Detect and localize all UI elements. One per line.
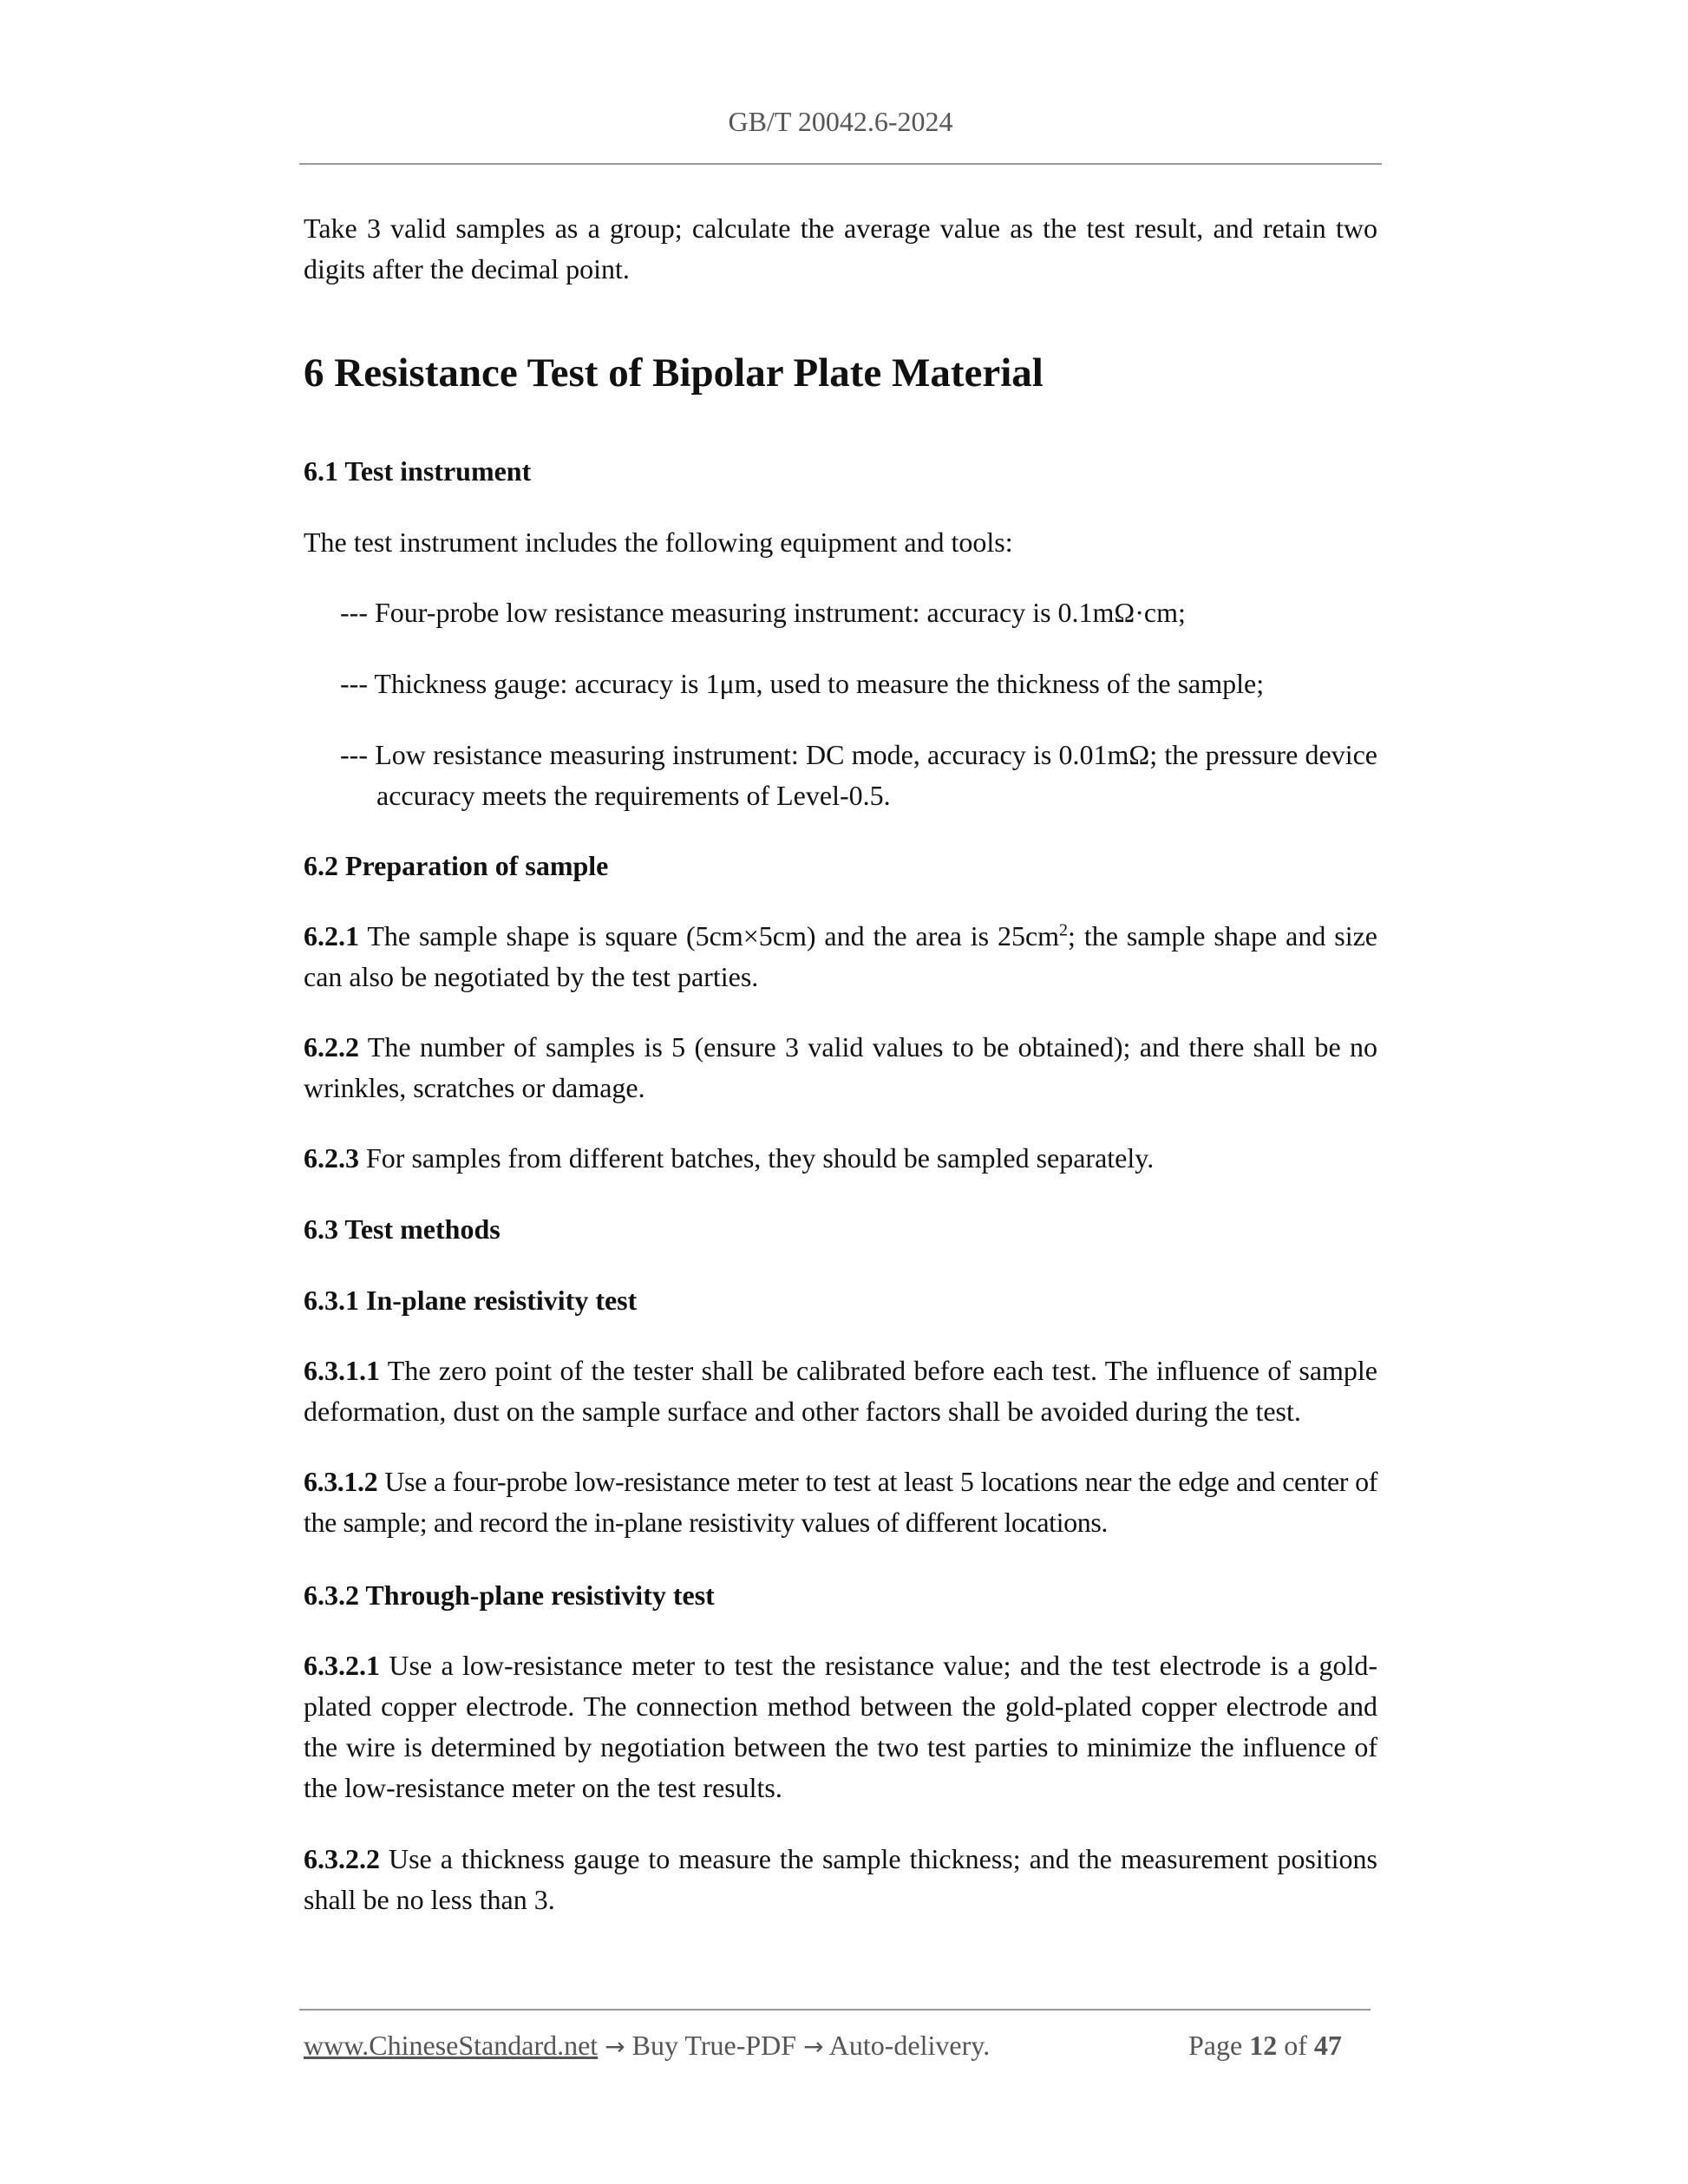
clause-6-3-2-2 bbox=[304, 1839, 1377, 1920]
page-label: Page bbox=[1188, 2030, 1243, 2061]
instrument-item-thickness-gauge: --- Thickness gauge: accuracy is 1μm, used to measure the thickness of the sample; bbox=[340, 668, 1265, 699]
instrument-item-four-probe: --- Four-probe low resistance measuring instrument: accuracy is 0.1mΩ·cm; bbox=[340, 597, 1186, 628]
clause-text: ; the sample shape and size can also be negotiated by the test parties. bbox=[304, 920, 1378, 992]
arrow-right-icon: → bbox=[605, 2032, 625, 2061]
intro-paragraph bbox=[304, 208, 1377, 290]
intro-text: Take 3 valid samples as a group; calculate the average value as the test result, and retain two digits after the decimal point. bbox=[304, 213, 1377, 284]
page-header: GB/T 20042.6-2024 bbox=[728, 106, 953, 137]
section-6-3-1-title: 6.3.1 In-plane resistivity test bbox=[304, 1285, 638, 1316]
section-6-3-title: 6.3 Test methods bbox=[304, 1213, 501, 1245]
clause-number: 6.3.1.1 bbox=[304, 1355, 380, 1386]
clause-6-3-2-1 bbox=[304, 1645, 1377, 1808]
header-divider bbox=[299, 163, 1382, 165]
section-6-3-2-heading-block bbox=[304, 1575, 1377, 1616]
clause-number: 6.2.1 bbox=[304, 920, 359, 951]
page-number bbox=[1188, 2030, 1342, 2062]
clause-6-3-1-2 bbox=[304, 1461, 1377, 1543]
page-total: 47 bbox=[1313, 2030, 1342, 2061]
clause-text: Use a thickness gauge to measure the sample thickness; and the measurement positions shall be no less than 3. bbox=[304, 1843, 1377, 1915]
buy-text: Buy True-PDF bbox=[625, 2030, 804, 2061]
footer-promo bbox=[304, 2030, 990, 2062]
clause-text: The number of samples is 5 (ensure 3 valid values to be obtained); and there shall be no wrinkles, scratches or damage. bbox=[304, 1031, 1377, 1103]
clause-number: 6.3.2.2 bbox=[304, 1843, 380, 1874]
section-6-2-title: 6.2 Preparation of sample bbox=[304, 850, 609, 881]
section-6-1-intro-block bbox=[304, 522, 1377, 563]
page-of-label: of bbox=[1284, 2030, 1307, 2061]
section-6-heading-block bbox=[304, 347, 1377, 399]
section-6-1-intro: The test instrument includes the following equipment and tools: bbox=[304, 526, 1013, 558]
section-6-2-heading-block bbox=[304, 846, 1377, 886]
clause-text: Use a low-resistance meter to test the resistance value; and the test electrode is a gold-plated copper electrode. The connection method between the gold-plated copper electrode and the wire is determined by negotiation between the two test parties to minimize the influence of the low-resistance meter on the test results. bbox=[304, 1650, 1377, 1803]
clause-6-3-1-1 bbox=[304, 1350, 1377, 1432]
clause-6-2-1 bbox=[304, 916, 1377, 997]
clause-6-2-2 bbox=[304, 1027, 1377, 1108]
section-6-title: 6 Resistance Test of Bipolar Plate Material bbox=[304, 350, 1044, 396]
footer-divider bbox=[299, 2009, 1371, 2011]
clause-number: 6.3.1.2 bbox=[304, 1466, 378, 1497]
chinesestandard-link[interactable]: www.ChineseStandard.net bbox=[304, 2030, 599, 2061]
section-6-1-heading-block bbox=[304, 451, 1377, 492]
clause-text: Use a four-probe low-resistance meter to test at least 5 locations near the edge and center of the sample; and record the in-plane resistivity values of different locations. bbox=[304, 1466, 1377, 1538]
section-6-3-heading-block bbox=[304, 1209, 1377, 1250]
clause-number: 6.2.3 bbox=[304, 1142, 359, 1174]
delivery-text: Auto-delivery. bbox=[823, 2030, 991, 2061]
page-current: 12 bbox=[1249, 2030, 1278, 2061]
clause-number: 6.3.2.1 bbox=[304, 1650, 380, 1681]
clause-number: 6.2.2 bbox=[304, 1031, 359, 1063]
superscript: 2 bbox=[1059, 920, 1069, 940]
instrument-item-low-resistance: --- Low resistance measuring instrument: DC mode, accuracy is 0.01mΩ; the pressure device accuracy meets the requirements of Level-0.5. bbox=[340, 739, 1377, 811]
clause-text: For samples from different batches, they should be sampled separately. bbox=[359, 1142, 1155, 1174]
section-6-3-2-title: 6.3.2 Through-plane resistivity test bbox=[304, 1579, 715, 1611]
clause-6-2-3 bbox=[304, 1138, 1377, 1179]
clause-text: The zero point of the tester shall be calibrated before each test. The influence of sample deformation, dust on the sample surface and other factors shall be avoided during the test. bbox=[304, 1355, 1377, 1427]
arrow-right-icon: → bbox=[803, 2032, 824, 2061]
clause-text: The sample shape is square (5cm×5cm) and the area is 25cm bbox=[359, 920, 1060, 951]
section-6-3-1-heading-block bbox=[304, 1280, 1377, 1321]
section-6-1-title: 6.1 Test instrument bbox=[304, 455, 532, 487]
